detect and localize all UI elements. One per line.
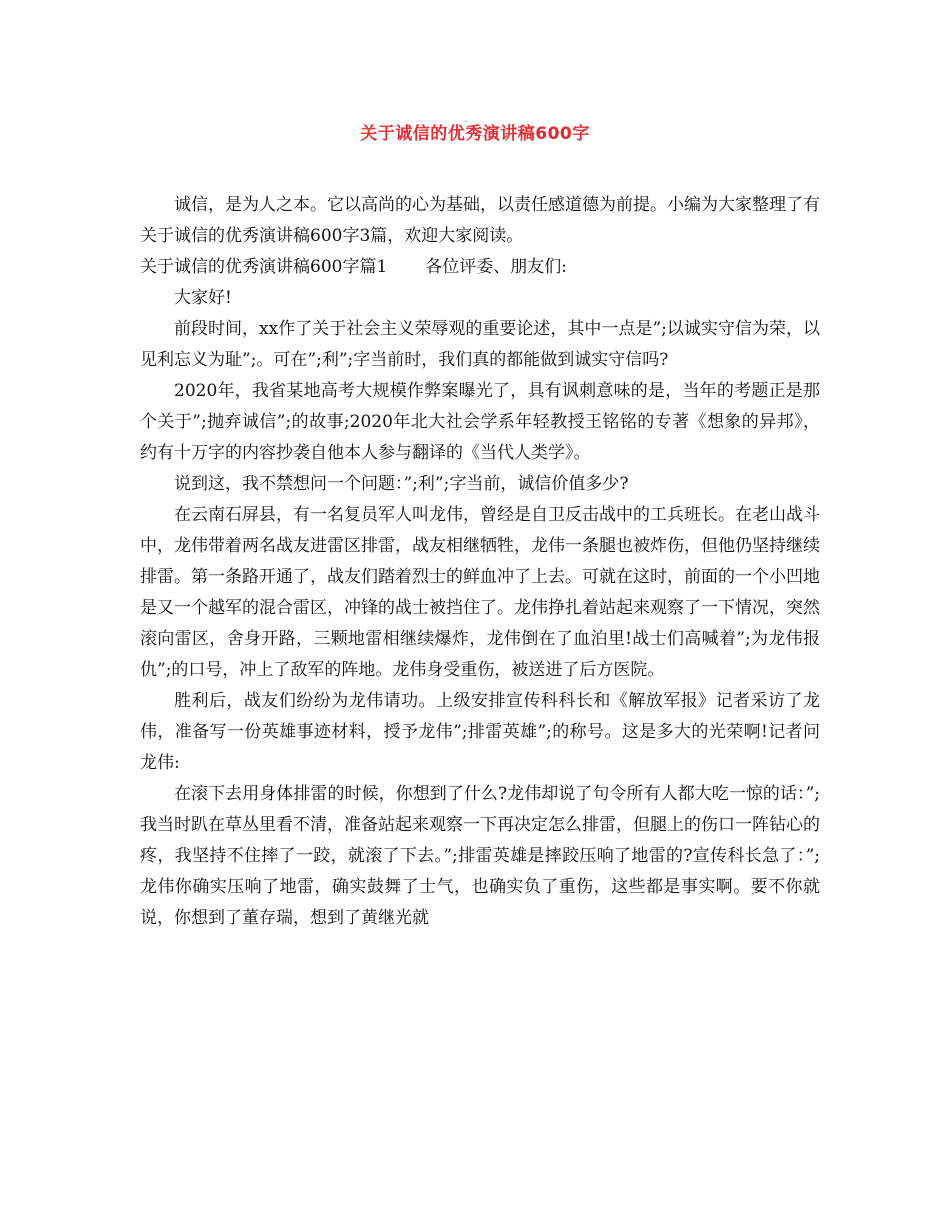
section-heading: 关于诚信的优秀演讲稿600字篇1 [140, 257, 388, 277]
salutation: 各位评委、朋友们: [425, 257, 567, 277]
body-paragraph: 前段时间，xx作了关于社会主义荣辱观的重要论述，其中一点是”;以诚实守信为荣，以见利忘义为耻”;。可在”;利”;字当前时，我们真的都能做到诚实守信吗? [140, 319, 820, 370]
body-paragraph: 胜利后，战友们纷纷为龙伟请功。上级安排宣传科科长和《解放军报》记者采访了龙伟，准备写一份英雄事迹材料，授予龙伟”;排雷英雄”;的称号。这是多大的光荣啊!记者问龙伟: [140, 691, 820, 773]
body-paragraph: 说到这，我不禁想问一个问题：”;利”;字当前，诚信价值多少? [174, 474, 629, 494]
body-paragraph: 在云南石屏县，有一名复员军人叫龙伟，曾经是自卫反击战中的工兵班长。在老山战斗中，龙伟带着两名战友进雷区排雷，战友相继牺牲，龙伟一条腿也被炸伤，但他仍坚持继续排雷。第一条路开通了，战友们踏着烈士的鲜血冲了上去。可就在这时，前面的一个小凹地是又一个越军的混合雷区，冲锋的战士被挡住了。龙伟挣扎着站起来观察了一下情况，突然滚向雷区，舍身开路，三颗地雷相继续爆炸，龙伟倒在了血泊里!战士们高喊着”;为龙伟报仇”;的口号，冲上了敌军的阵地。龙伟身受重伤，被送进了后方医院。 [140, 505, 820, 680]
body-paragraph: 2020年，我省某地高考大规模作弊案曝光了，具有讽刺意味的是，当年的考题正是那个关于”;抛弃诚信”;的故事;2020年北大社会学系年轻教授王铭铭的专著《想象的异邦》，约有十万字的内容抄袭自他本人参与翻译的《当代人类学》。 [140, 381, 820, 463]
document-title: 关于诚信的优秀演讲稿600字 [360, 124, 590, 144]
body-paragraph: 在滚下去用身体排雷的时候，你想到了什么?龙伟却说了句令所有人都大吃一惊的话：”;我当时趴在草丛里看不清，准备站起来观察一下再决定怎么排雷，但腿上的伤口一阵钻心的疼，我坚持不住摔了一跤，就滚了下去。”;排雷英雄是摔跤压响了地雷的?宣传科长急了：”;龙伟你确实压响了地雷，确实鼓舞了士气，也确实负了重伤，这些都是事实啊。要不你就说，你想到了董存瑞，想到了黄继光就 [140, 784, 820, 928]
section-heading-line [140, 252, 820, 283]
body-paragraph: 大家好! [174, 288, 232, 308]
intro-paragraph: 诚信，是为人之本。它以高尚的心为基础，以责任感道德为前提。小编为大家整理了有关于诚信的优秀演讲稿600字3篇，欢迎大家阅读。 [140, 195, 820, 246]
document-body [140, 190, 820, 934]
